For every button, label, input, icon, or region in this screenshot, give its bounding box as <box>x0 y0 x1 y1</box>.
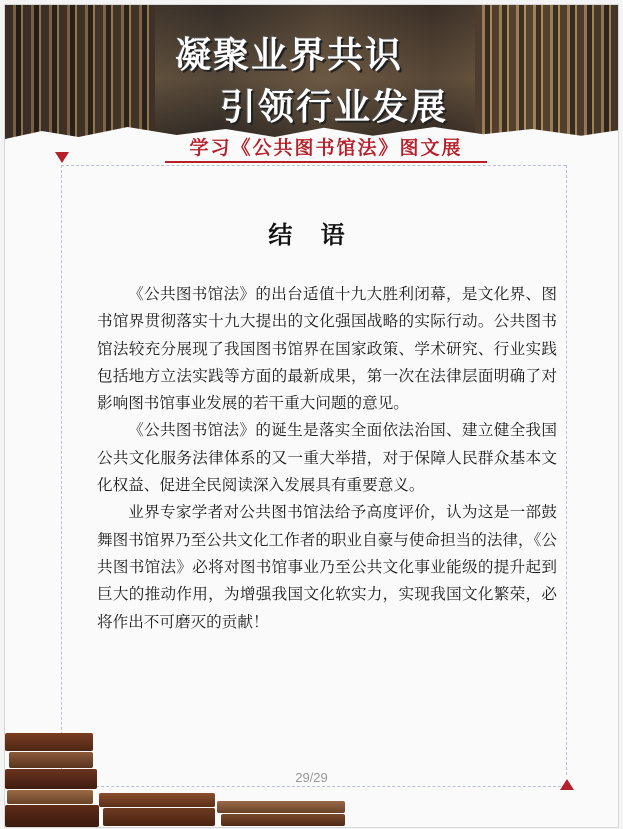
paragraph-1: 《公共图书馆法》的出台适值十九大胜利闭幕，是文化界、图书馆界贯彻落实十九大提出的文化强国战略的实际行动。公共图书馆法较充分展现了我国图书馆界在国家政策、学术研究、行业实践包括地方立法实践等方面的最新成果，第一次在法律层面明确了对影响图书馆事业发展的若干重大问题的意见。 <box>97 285 557 413</box>
paragraph-2: 《公共图书馆法》的诞生是落实全面依法治国、建立健全我国公共文化服务法律体系的又一重大举措，对于保障人民群众基本文化权益、促进全民阅读深入发展具有重要意义。 <box>97 421 557 495</box>
page-number: 29/29 <box>295 770 328 785</box>
frame-dash-bottom <box>61 786 566 787</box>
triangle-down-icon <box>55 152 69 163</box>
document-page <box>4 4 619 828</box>
frame-dash-left <box>61 165 62 785</box>
frame-dash-top <box>61 165 566 166</box>
paragraph-3: 业界专家学者对公共图书馆法给予高度评价，认为这是一部鼓舞图书馆界乃至公共文化工作者的职业自豪与使命担当的法律，《公共图书馆法》必将对图书馆事业乃至公共文化事业能级的提升起到巨大的推动作用，为增强我国文化软实力，实现我国文化繁荣，必将作出不可磨灭的贡献！ <box>97 503 558 631</box>
page-heading: 结 语 <box>268 221 355 249</box>
bookshelf-image-left <box>5 5 155 140</box>
body-text <box>97 281 557 636</box>
banner-title-line1: 凝聚业界共识 <box>175 35 404 76</box>
frame-dash-right <box>566 165 567 775</box>
header-banner <box>5 5 618 140</box>
banner-title-line2: 引领行业发展 <box>220 87 449 128</box>
banner-subtitle: 学习《公共图书馆法》图文展 <box>189 137 463 159</box>
bookshelf-image-right <box>475 5 618 140</box>
